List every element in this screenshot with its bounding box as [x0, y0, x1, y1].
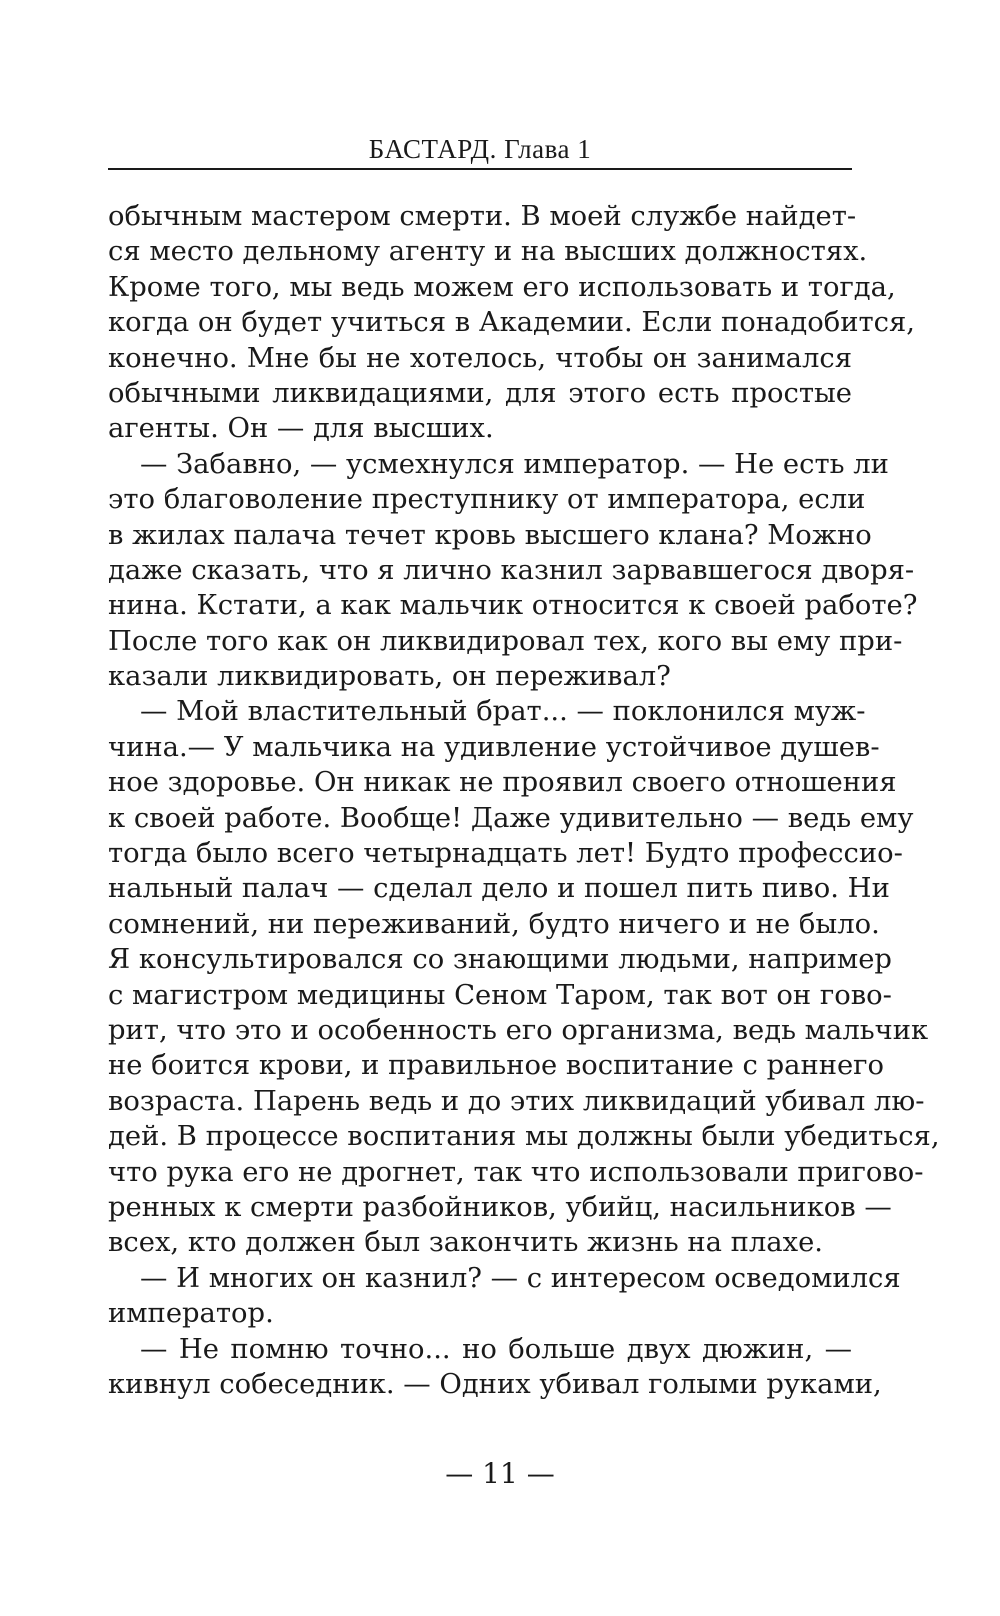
text-line: ся место дельному агенту и на высших должностях. [108, 236, 868, 268]
text-line: кивнул собеседник. — Одних убивал голыми руками, [108, 1368, 882, 1400]
text-line: сомнений, ни переживаний, будто ничего и не было. [108, 908, 880, 940]
text-line: не боится крови, и правильное воспитание с раннего [108, 1050, 885, 1082]
text-line: тогда было всего четырнадцать лет! Будто профессио- [108, 838, 903, 870]
running-head: БАСТАРД. Глава 1 [368, 134, 592, 164]
text-line: это благоволение преступнику от императора, если [108, 484, 866, 516]
text-line: Я консультировался со знающими людьми, например [108, 944, 892, 976]
text-line: — И многих он казнил? — с интересом осведомился [140, 1262, 901, 1294]
text-line: возраста. Парень ведь и до этих ликвидаций убивал лю- [108, 1085, 925, 1117]
text-line: После того как он ликвидировал тех, кого вы ему при- [108, 625, 903, 657]
body-text [108, 199, 940, 1402]
text-line: когда он будет учиться в Академии. Если понадобится, [108, 307, 915, 339]
text-line: рит, что это и особенность его организма, ведь мальчик [108, 1014, 929, 1046]
text-line: — Не помню точно... но больше двух дюжин, — [140, 1333, 852, 1365]
text-line: ренных к смерти разбойников, убийц, насильников — [108, 1191, 892, 1223]
text-line: казали ликвидировать, он переживал? [108, 661, 671, 693]
header-rule [108, 168, 852, 170]
text-line: чина.— У мальчика на удивление устойчивое душев- [108, 731, 880, 763]
page-number: — 11 — [445, 1457, 555, 1490]
text-line: что рука его не дрогнет, так что использовали пригово- [108, 1156, 924, 1188]
text-line: — Забавно, — усмехнулся император. — Не есть ли [140, 448, 889, 480]
text-line: Кроме того, мы ведь можем его использовать и тогда, [108, 271, 896, 303]
text-line: конечно. Мне бы не хотелось, чтобы он занимался [108, 342, 852, 374]
text-line: обычным мастером смерти. В моей службе найдет- [108, 201, 857, 232]
text-line: — Мой властительный брат... — поклонился муж- [140, 696, 866, 728]
text-line: император. [108, 1298, 274, 1330]
text-line: к своей работе. Вообще! Даже удивительно — ведь ему [108, 802, 914, 834]
text-line: агенты. Он — для высших. [108, 413, 494, 445]
text-line: с магистром медицины Сеном Таром, так вот он гово- [108, 979, 892, 1011]
text-line: ное здоровье. Он никак не проявил своего отношения [108, 767, 897, 799]
text-line: всех, кто должен был закончить жизнь на плахе. [108, 1227, 824, 1259]
text-line: в жилах палача течет кровь высшего клана? Можно [108, 519, 872, 551]
text-line: обычными ликвидациями, для этого есть простые [108, 377, 852, 409]
text-line: нина. Кстати, а как мальчик относится к своей работе? [108, 590, 918, 622]
text-line: дей. В процессе воспитания мы должны были убедиться, [108, 1121, 940, 1153]
text-line: нальный палач — сделал дело и пошел пить пиво. Ни [108, 873, 890, 905]
text-line: даже сказать, что я лично казнил зарвавшегося дворя- [108, 554, 915, 586]
